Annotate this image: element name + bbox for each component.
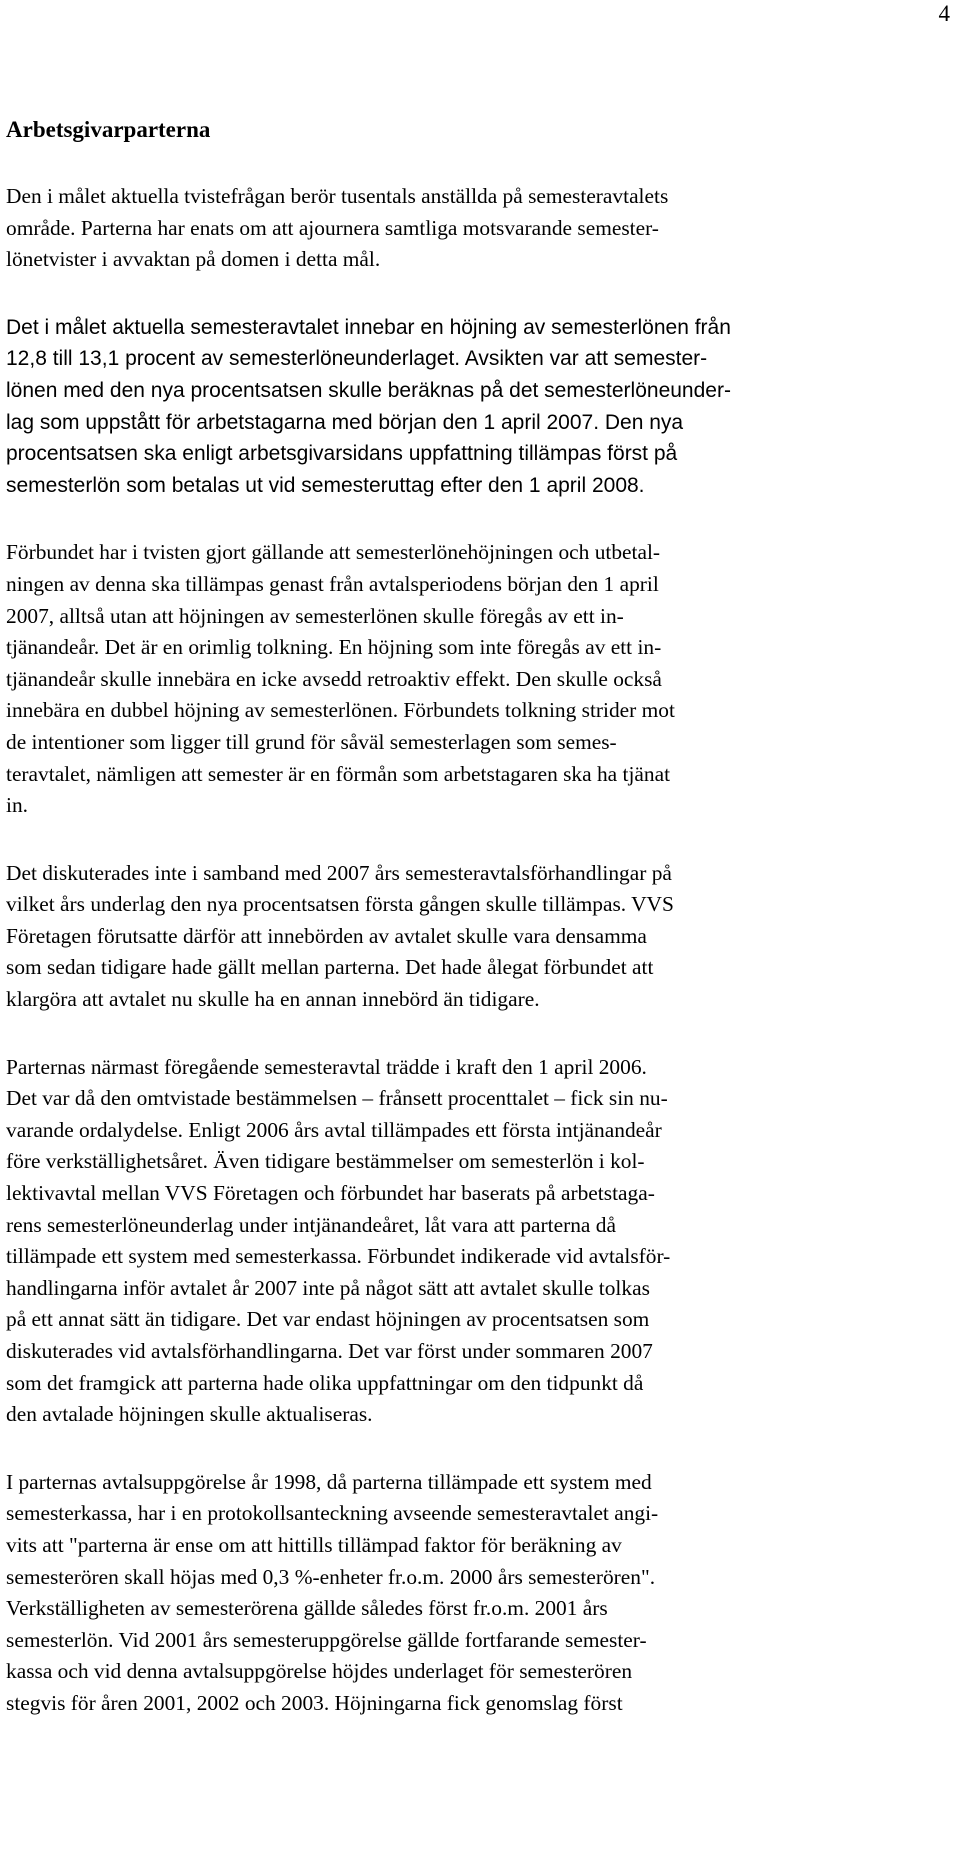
text-line: semesterlön. Vid 2001 års semesteruppgörelse gällde fortfarande semester-: [6, 1627, 647, 1652]
text-line: Det i målet aktuella semesteravtalet innebar en höjning av semesterlönen från: [6, 315, 731, 339]
text-line: lektivavtal mellan VVS Företagen och förbundet har baserats på arbetstaga-: [6, 1181, 655, 1206]
text-line: 12,8 till 13,1 procent av semesterlöneunderlaget. Avsikten var att semester-: [6, 347, 708, 371]
text-line: den avtalade höjningen skulle aktualiseras.: [6, 1402, 373, 1427]
paragraph: [6, 858, 954, 1016]
paragraph: [6, 1467, 954, 1720]
section-heading: Arbetsgivarparterna: [6, 117, 211, 142]
text-line: tjänandeår skulle innebära en icke avsedd retroaktiv effekt. Den skulle också: [6, 666, 662, 691]
text-line: 2007, alltså utan att höjningen av semesterlönen skulle föregås av ett in-: [6, 603, 624, 628]
text-line: Företagen förutsatte därför att innebörden av avtalet skulle vara densamma: [6, 923, 647, 948]
text-line: in.: [6, 793, 28, 818]
text-line: lag som uppstått för arbetstagarna med början den 1 april 2007. Den nya: [6, 410, 684, 434]
text-line: Verkställigheten av semesterörena gällde således först fr.o.m. 2001 års: [6, 1596, 608, 1621]
text-line: ningen av denna ska tillämpas genast från avtalsperiodens början den 1 april: [6, 571, 659, 596]
text-line: tjänandeår. Det är en orimlig tolkning. En höjning som inte föregås av ett in-: [6, 635, 662, 660]
text-line: som det framgick att parterna hade olika uppfattningar om den tidpunkt då: [6, 1370, 644, 1395]
text-line: I parternas avtalsuppgörelse år 1998, då parterna tillämpade ett system med: [6, 1469, 652, 1494]
paragraph: [6, 181, 954, 276]
paragraph-list: [6, 181, 954, 1720]
text-line: handlingarna inför avtalet år 2007 inte på något sätt att avtalet skulle tolkas: [6, 1275, 650, 1300]
text-line: semesterlön som betalas ut vid semesteruttag efter den 1 april 2008.: [6, 473, 645, 497]
text-line: varande ordalydelse. Enligt 2006 års avtal tillämpades ett första intjänandeår: [6, 1117, 662, 1142]
text-line: lönen med den nya procentsatsen skulle beräknas på det semesterlöneunder-: [6, 378, 731, 402]
text-line: på ett annat sätt än tidigare. Det var endast höjningen av procentsatsen som: [6, 1307, 650, 1332]
page-number: 4: [938, 1, 950, 26]
text-line: före verkställighetsåret. Även tidigare bestämmelser om semesterlön i kol-: [6, 1149, 645, 1174]
text-line: teravtalet, nämligen att semester är en förmån som arbetstagaren ska ha tjänat: [6, 761, 671, 786]
document-body: [6, 116, 954, 1756]
text-line: Det var då den omtvistade bestämmelsen – frånsett procenttalet – fick sin nu-: [6, 1086, 668, 1111]
paragraph: [6, 537, 954, 821]
text-line: vits att "parterna är ense om att hittills tillämpad faktor för beräkning av: [6, 1532, 622, 1557]
paragraph: [6, 1052, 954, 1431]
text-line: semesterören skall höjas med 0,3 %-enheter fr.o.m. 2000 års semesterören".: [6, 1564, 656, 1589]
paragraph: [6, 312, 954, 502]
text-line: som sedan tidigare hade gällt mellan parterna. Det hade ålegat förbundet att: [6, 955, 654, 980]
text-line: procentsatsen ska enligt arbetsgivarsidans uppfattning tillämpas först på: [6, 442, 678, 466]
text-line: Det diskuterades inte i samband med 2007 års semesteravtalsförhandlingar på: [6, 860, 672, 885]
text-line: stegvis för åren 2001, 2002 och 2003. Höjningarna fick genomslag först: [6, 1690, 623, 1715]
text-line: vilket års underlag den nya procentsatsen första gången skulle tillämpas. VVS: [6, 892, 674, 917]
text-line: diskuterades vid avtalsförhandlingarna. Det var först under sommaren 2007: [6, 1339, 653, 1363]
text-line: Förbundet har i tvisten gjort gällande att semesterlönehöjningen och utbetal-: [6, 540, 661, 565]
text-line: semesterkassa, har i en protokollsanteckning avseende semesteravtalet angi-: [6, 1501, 659, 1526]
text-line: rens semesterlöneunderlag under intjänandeåret, låt vara att parterna då: [6, 1212, 616, 1237]
text-line: klargöra att avtalet nu skulle ha en annan innebörd än tidigare.: [6, 987, 540, 1012]
text-line: tillämpade ett system med semesterkassa. Förbundet indikerade vid avtalsför-: [6, 1244, 671, 1269]
text-line: innebära en dubbel höjning av semesterlönen. Förbundets tolkning strider mot: [6, 698, 675, 723]
text-line: Den i målet aktuella tvistefrågan berör tusentals anställda på semesteravtalets: [6, 184, 669, 208]
text-line: de intentioner som ligger till grund för såväl semesterlagen som semes-: [6, 729, 617, 754]
text-line: lönetvister i avvaktan på domen i detta mål.: [6, 247, 381, 272]
text-line: kassa och vid denna avtalsuppgörelse höjdes underlaget för semesterören: [6, 1659, 633, 1684]
text-line: Parternas närmast föregående semesteravtal trädde i kraft den 1 april 2006.: [6, 1054, 647, 1079]
text-line: område. Parterna har enats om att ajournera samtliga motsvarande semester-: [6, 215, 659, 240]
